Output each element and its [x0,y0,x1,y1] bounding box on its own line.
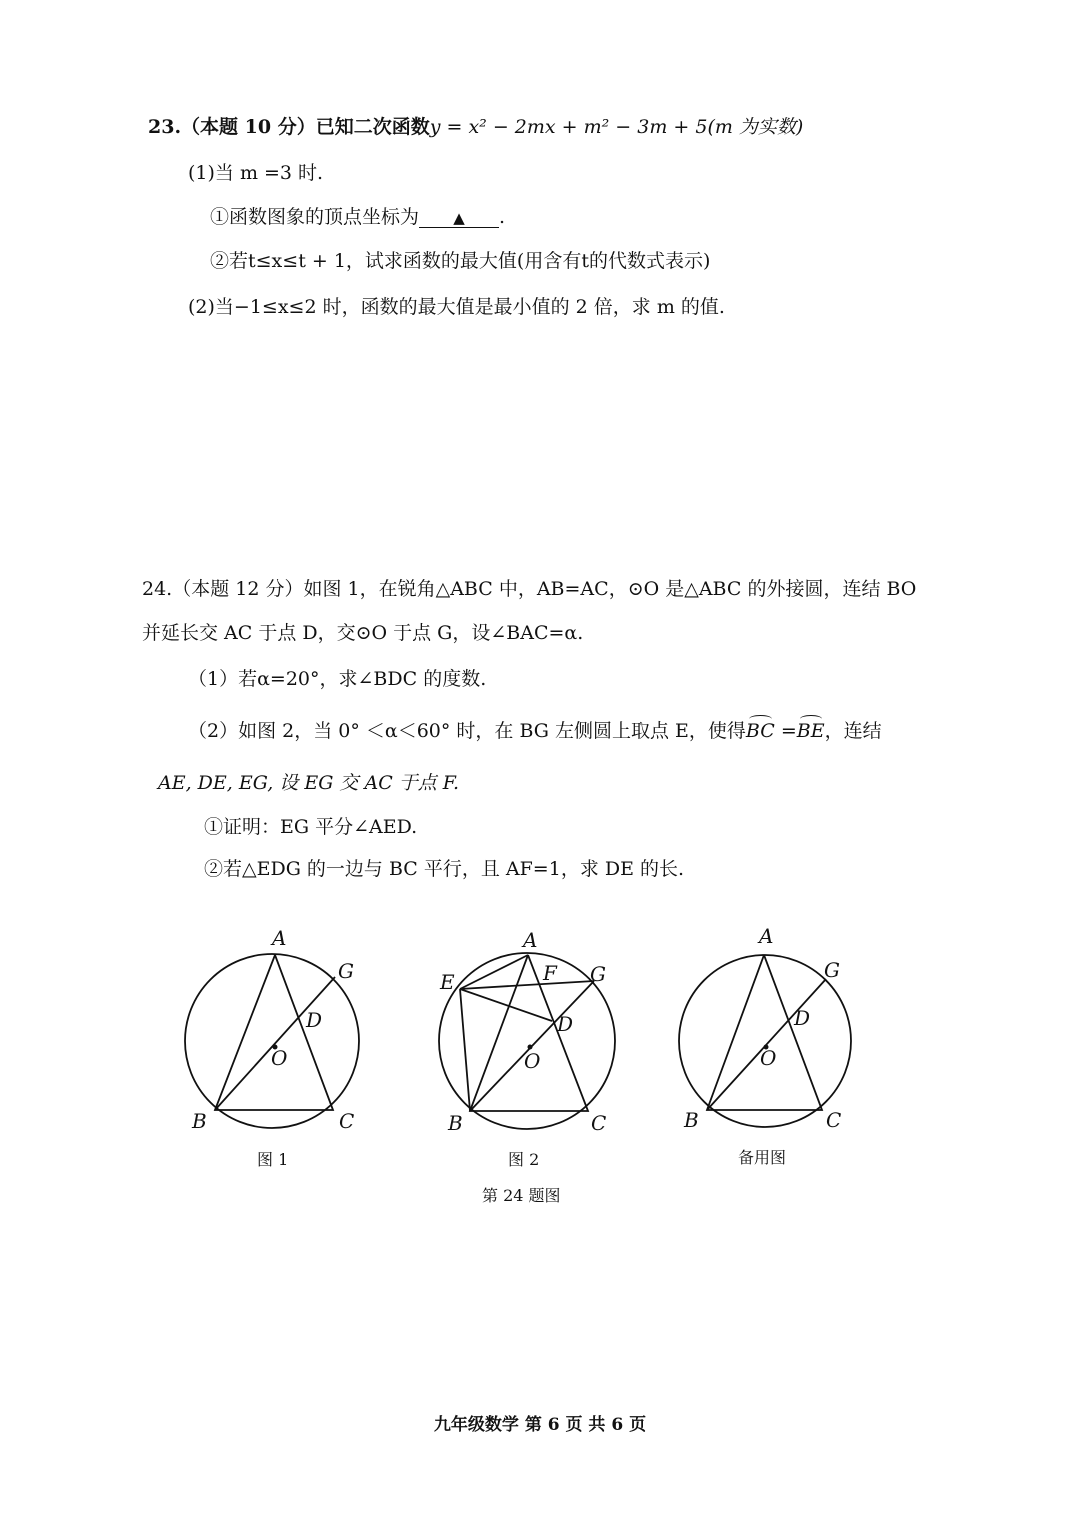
q23-part1a: ①函数图象的顶点坐标为 ▲ . [210,206,506,228]
q23-part1b: ②若t≤x≤t + 1，试求函数的最大值(用含有t的代数式表示) [210,250,711,272]
fig1-triangle [215,955,333,1110]
fig3-label-c: C [826,1108,842,1132]
fig3-label-a: A [759,924,774,948]
q24-part2-pre: （2）如图 2，当 0° ＜α＜60° 时，在 BG 左侧圆上取点 E，使得 [188,720,746,742]
fig1-label-d: D [306,1008,323,1032]
q23-head-text: 23.（本题 10 分）已知二次函数 [148,116,430,138]
fig1-line-bg [215,977,335,1110]
answer-blank: ▲ [419,209,499,228]
q24-part2a: ①证明：EG 平分∠AED. [204,816,418,838]
arc-equals: = [774,720,797,742]
fig2-label-d: D [557,1012,574,1036]
q24-part2-line2: AE, DE, EG, 设 EG 交 AC 于点 F. [158,772,460,794]
fig2-label-c: C [591,1111,607,1135]
fig2-line-eg [460,981,594,989]
fig3-label-b: B [684,1108,699,1132]
fig1-label-c: C [339,1109,355,1133]
fig2-label-b: B [448,1111,463,1135]
fig1-caption: 图 1 [257,1150,289,1169]
q24-part2 [188,720,882,743]
fig3-label-o: O [760,1046,777,1070]
q24-part2-post: ，连结 [824,720,882,742]
page-footer: 九年级数学 第 6 页 共 6 页 [433,1415,647,1435]
q23-part1: (1)当 m =3 时. [188,162,324,184]
q23-part2: (2)当−1≤x≤2 时，函数的最大值是最小值的 2 倍，求 m 的值. [188,296,725,318]
q23-part1a-text: ①函数图象的顶点坐标为 [210,206,420,228]
fig2-label-e: E [440,970,455,994]
arc-be: BE [796,720,825,742]
q24-line1: 24.（本题 12 分）如图 1，在锐角△ABC 中，AB=AC，⊙O 是△ABC 的外接圆，连结 BO [142,578,917,600]
q23-formula: y = x² − 2mx + m² − 3m + 5(m 为实数) [429,116,804,138]
fig2-label-g: G [590,962,606,986]
fig3-label-d: D [794,1006,811,1030]
fig2-label-a: A [523,928,538,952]
fig3-line-bg [707,979,826,1110]
q24-part2b: ②若△EDG 的一边与 BC 平行，且 AF=1，求 DE 的长. [204,858,685,880]
fig2-caption: 图 2 [508,1150,540,1169]
fig1-label-b: B [192,1109,207,1133]
fig1-label-g: G [338,959,354,983]
q23-heading [148,116,803,139]
fig3-triangle [707,955,822,1110]
fig2-label-f: F [543,961,557,985]
fig2-line-ebg [460,989,470,1111]
q24-line2: 并延长交 AC 于点 D，交⊙O 于点 G，设∠BAC=α. [142,622,584,644]
fig1-label-o: O [271,1046,288,1070]
arc-bc: BC [745,720,775,742]
fig1-label-a: A [272,926,287,950]
q24-figures [0,915,1080,1215]
fig3-caption: 备用图 [738,1148,787,1167]
q24-figure-caption: 第 24 题图 [482,1186,561,1205]
fig2-label-o: O [524,1049,541,1073]
q24-part1: （1）若α=20°，求∠BDC 的度数. [188,668,487,690]
fig2-circle [439,953,615,1129]
fig3-label-g: G [824,958,840,982]
